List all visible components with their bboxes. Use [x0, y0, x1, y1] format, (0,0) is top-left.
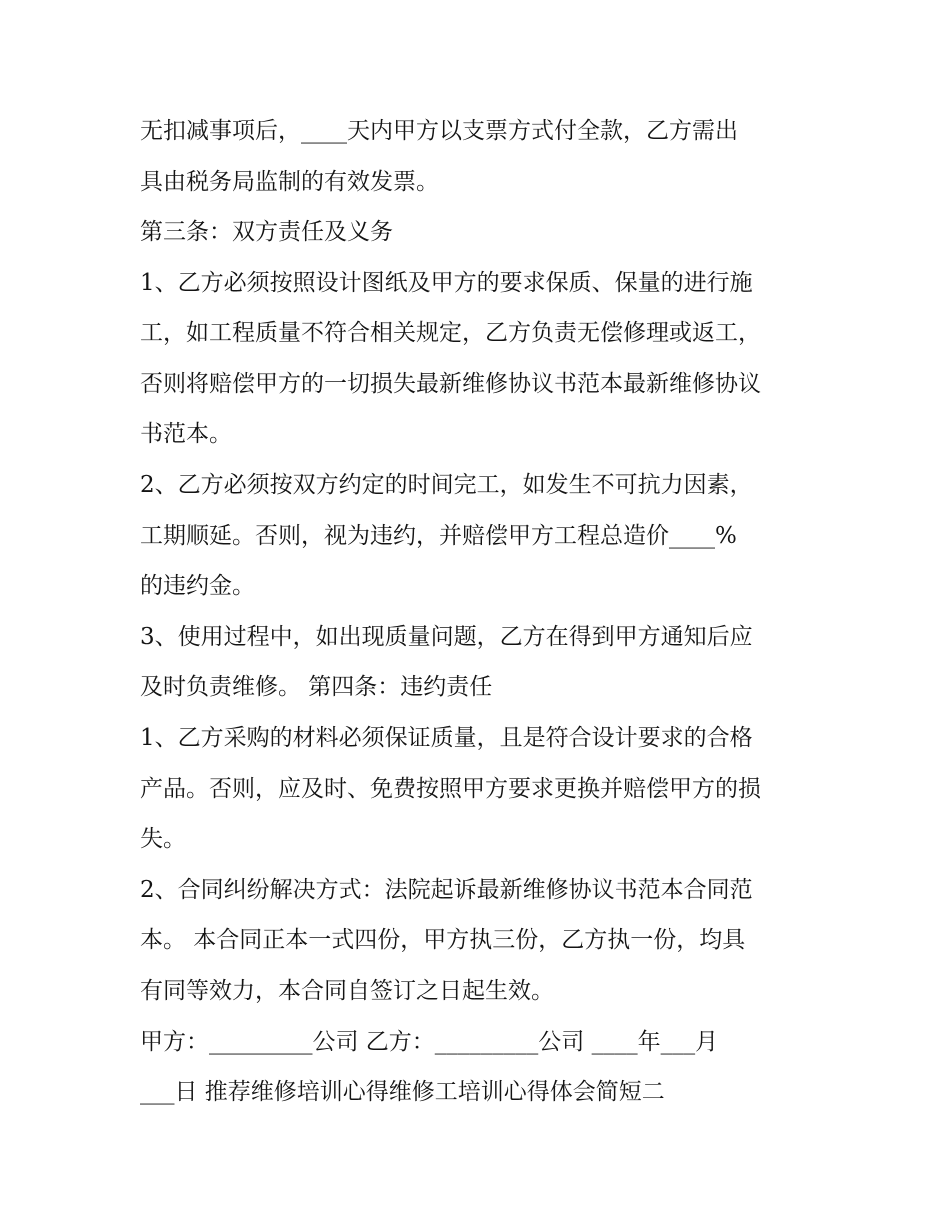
text-line: 书范本。: [140, 421, 232, 447]
text-line: 无扣减事项后，____天内甲方以支票方式付全款，乙方需出: [140, 118, 738, 144]
text-line: 及时负责维修。 第四条：违约责任: [140, 674, 493, 700]
text-line: 工，如工程质量不符合相关规定，乙方负责无偿修理或返工，: [140, 320, 761, 346]
text-line: 本。 本合同正本一式四份，甲方执三份，乙方执一份，均具: [140, 927, 746, 953]
text-line: 否则将赔偿甲方的一切损失最新维修协议书范本最新维修协议: [140, 371, 761, 397]
text-line: ___日 推荐维修培训心得维修工培训心得体会简短二: [140, 1079, 665, 1105]
text-line: 2、乙方必须按双方约定的时间完工，如发生不可抗力因素，: [140, 472, 753, 498]
text-line: 工期顺延。否则，视为违约，并赔偿甲方工程总造价____%: [140, 523, 737, 549]
text-line: 具由税务局监制的有效发票。: [140, 169, 439, 195]
text-line: 失。: [140, 826, 186, 852]
text-line: 1、乙方采购的材料必须保证质量，且是符合设计要求的合格: [140, 725, 753, 751]
text-line: 1、乙方必须按照设计图纸及甲方的要求保质、保量的进行施: [140, 270, 753, 296]
text-line: 3、使用过程中，如出现质量问题，乙方在得到甲方通知后应: [140, 624, 753, 650]
text-line: 2、合同纠纷解决方式：法院起诉最新维修协议书范本合同范: [140, 877, 753, 903]
signature-line: 甲方：_________公司 乙方：_________公司 ____年___月: [140, 1029, 719, 1055]
text-line: 产品。否则，应及时、免费按照甲方要求更换并赔偿甲方的损: [140, 776, 761, 802]
text-line: 有同等效力，本合同自签订之日起生效。: [140, 978, 554, 1004]
section-heading: 第三条：双方责任及义务: [140, 219, 393, 245]
text-line: 的违约金。: [140, 573, 255, 599]
